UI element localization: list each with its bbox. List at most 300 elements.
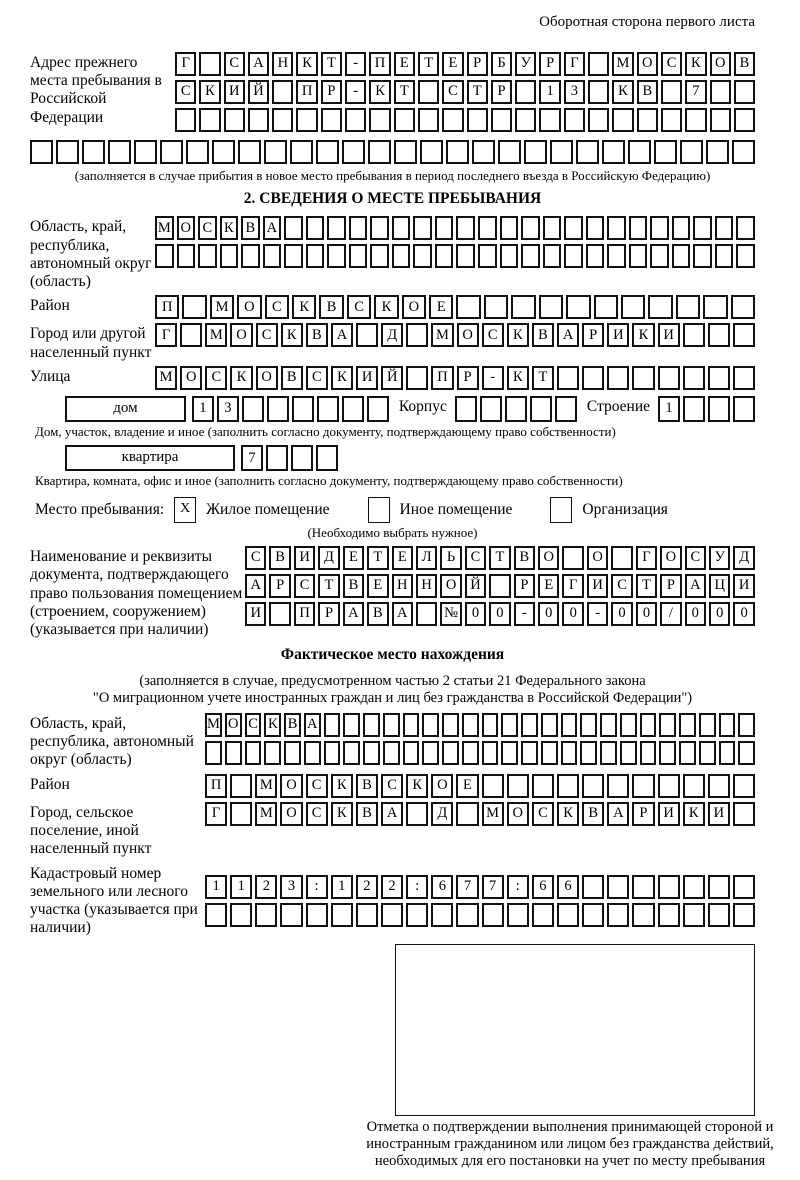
- char-box[interactable]: 3: [217, 396, 239, 422]
- char-box[interactable]: [566, 295, 590, 319]
- char-box[interactable]: [370, 244, 389, 268]
- char-box[interactable]: [472, 140, 495, 164]
- char-box[interactable]: [658, 366, 680, 390]
- char-box[interactable]: [442, 108, 463, 132]
- char-box[interactable]: В: [269, 546, 290, 570]
- char-box[interactable]: К: [612, 80, 633, 104]
- char-box[interactable]: [263, 244, 282, 268]
- char-box[interactable]: [699, 741, 716, 765]
- char-box[interactable]: [431, 903, 453, 927]
- char-box[interactable]: Д: [318, 546, 339, 570]
- char-box[interactable]: И: [607, 323, 629, 347]
- char-box[interactable]: [543, 244, 562, 268]
- char-box[interactable]: [324, 741, 341, 765]
- char-box[interactable]: [327, 244, 346, 268]
- char-box[interactable]: И: [587, 574, 608, 598]
- char-box[interactable]: [306, 903, 328, 927]
- char-box[interactable]: [342, 140, 365, 164]
- char-box[interactable]: [456, 295, 480, 319]
- char-box[interactable]: [238, 140, 261, 164]
- char-box[interactable]: [182, 295, 206, 319]
- char-box[interactable]: [392, 216, 411, 240]
- char-box[interactable]: М: [255, 802, 277, 826]
- char-box[interactable]: О: [507, 802, 529, 826]
- char-box[interactable]: [255, 903, 277, 927]
- char-box[interactable]: [467, 108, 488, 132]
- char-box[interactable]: [367, 396, 389, 422]
- char-box[interactable]: [413, 244, 432, 268]
- char-box[interactable]: И: [658, 323, 680, 347]
- char-box[interactable]: К: [264, 713, 281, 737]
- char-box[interactable]: [654, 140, 677, 164]
- char-box[interactable]: 1: [230, 875, 252, 899]
- char-box[interactable]: [416, 602, 437, 626]
- stay-type-checkbox-organization[interactable]: [550, 497, 572, 523]
- char-box[interactable]: Н: [272, 52, 293, 76]
- char-box[interactable]: [564, 108, 585, 132]
- char-box[interactable]: -: [482, 366, 504, 390]
- char-box[interactable]: У: [709, 546, 730, 570]
- char-box[interactable]: Р: [491, 80, 512, 104]
- char-box[interactable]: 0: [562, 602, 583, 626]
- char-box[interactable]: [532, 903, 554, 927]
- char-box[interactable]: [177, 244, 196, 268]
- char-box[interactable]: К: [507, 323, 529, 347]
- char-box[interactable]: Е: [538, 574, 559, 598]
- char-box[interactable]: [733, 323, 755, 347]
- char-box[interactable]: [733, 774, 755, 798]
- char-box[interactable]: К: [220, 216, 239, 240]
- char-box[interactable]: 6: [431, 875, 453, 899]
- char-box[interactable]: [588, 108, 609, 132]
- char-box[interactable]: [715, 244, 734, 268]
- char-box[interactable]: [632, 875, 654, 899]
- char-box[interactable]: [403, 713, 420, 737]
- char-box[interactable]: П: [296, 80, 317, 104]
- char-box[interactable]: Р: [467, 52, 488, 76]
- char-box[interactable]: О: [237, 295, 261, 319]
- char-box[interactable]: [331, 903, 353, 927]
- char-box[interactable]: [602, 140, 625, 164]
- char-box[interactable]: [220, 244, 239, 268]
- char-box[interactable]: Т: [489, 546, 510, 570]
- char-box[interactable]: [316, 445, 338, 471]
- char-box[interactable]: [530, 396, 552, 422]
- char-box[interactable]: [284, 244, 303, 268]
- char-box[interactable]: [489, 574, 510, 598]
- char-box[interactable]: К: [296, 52, 317, 76]
- char-box[interactable]: С: [294, 574, 315, 598]
- char-box[interactable]: [224, 108, 245, 132]
- char-box[interactable]: [230, 903, 252, 927]
- char-box[interactable]: Р: [514, 574, 535, 598]
- char-box[interactable]: О: [177, 216, 196, 240]
- char-box[interactable]: [292, 396, 314, 422]
- char-box[interactable]: 7: [456, 875, 478, 899]
- char-box[interactable]: [733, 366, 755, 390]
- char-box[interactable]: [738, 741, 755, 765]
- char-box[interactable]: [738, 713, 755, 737]
- char-box[interactable]: [82, 140, 105, 164]
- char-box[interactable]: [418, 80, 439, 104]
- char-box[interactable]: М: [482, 802, 504, 826]
- char-box[interactable]: [607, 903, 629, 927]
- char-box[interactable]: [658, 903, 680, 927]
- char-box[interactable]: [632, 774, 654, 798]
- char-box[interactable]: [733, 875, 755, 899]
- char-box[interactable]: С: [347, 295, 371, 319]
- char-box[interactable]: [383, 741, 400, 765]
- char-box[interactable]: [710, 80, 731, 104]
- char-box[interactable]: О: [431, 774, 453, 798]
- char-box[interactable]: [708, 396, 730, 422]
- char-box[interactable]: №: [440, 602, 461, 626]
- char-box[interactable]: [703, 295, 727, 319]
- char-box[interactable]: -: [345, 52, 366, 76]
- char-box[interactable]: [406, 366, 428, 390]
- char-box[interactable]: Ц: [709, 574, 730, 598]
- char-box[interactable]: [230, 774, 252, 798]
- char-box[interactable]: [693, 216, 712, 240]
- char-box[interactable]: Д: [431, 802, 453, 826]
- char-box[interactable]: [363, 741, 380, 765]
- char-box[interactable]: И: [733, 574, 754, 598]
- char-box[interactable]: И: [294, 546, 315, 570]
- char-box[interactable]: [683, 366, 705, 390]
- char-box[interactable]: В: [367, 602, 388, 626]
- char-box[interactable]: [562, 546, 583, 570]
- char-box[interactable]: К: [331, 366, 353, 390]
- char-box[interactable]: Й: [381, 366, 403, 390]
- char-box[interactable]: [413, 216, 432, 240]
- char-box[interactable]: [280, 903, 302, 927]
- char-box[interactable]: В: [281, 366, 303, 390]
- char-box[interactable]: А: [392, 602, 413, 626]
- char-box[interactable]: П: [205, 774, 227, 798]
- char-box[interactable]: [394, 108, 415, 132]
- char-box[interactable]: [582, 774, 604, 798]
- char-box[interactable]: [555, 396, 577, 422]
- char-box[interactable]: [543, 216, 562, 240]
- char-box[interactable]: К: [683, 802, 705, 826]
- char-box[interactable]: Г: [205, 802, 227, 826]
- char-box[interactable]: [679, 741, 696, 765]
- char-box[interactable]: [264, 741, 281, 765]
- char-box[interactable]: 3: [564, 80, 585, 104]
- char-box[interactable]: [383, 713, 400, 737]
- char-box[interactable]: [482, 713, 499, 737]
- char-box[interactable]: [600, 713, 617, 737]
- char-box[interactable]: [343, 713, 360, 737]
- char-box[interactable]: У: [515, 52, 536, 76]
- char-box[interactable]: [480, 396, 502, 422]
- char-box[interactable]: Д: [733, 546, 754, 570]
- char-box[interactable]: [284, 216, 303, 240]
- char-box[interactable]: [648, 295, 672, 319]
- char-box[interactable]: Р: [269, 574, 290, 598]
- char-box[interactable]: [205, 741, 222, 765]
- char-box[interactable]: [733, 802, 755, 826]
- char-box[interactable]: [392, 244, 411, 268]
- char-box[interactable]: [582, 366, 604, 390]
- char-box[interactable]: О: [538, 546, 559, 570]
- char-box[interactable]: [317, 396, 339, 422]
- char-box[interactable]: [175, 108, 196, 132]
- char-box[interactable]: [422, 741, 439, 765]
- char-box[interactable]: 0: [733, 602, 754, 626]
- char-box[interactable]: 0: [685, 602, 706, 626]
- char-box[interactable]: С: [224, 52, 245, 76]
- char-box[interactable]: 7: [482, 875, 504, 899]
- char-box[interactable]: [586, 216, 605, 240]
- char-box[interactable]: Б: [491, 52, 512, 76]
- char-box[interactable]: А: [248, 52, 269, 76]
- char-box[interactable]: [500, 244, 519, 268]
- char-box[interactable]: [731, 295, 755, 319]
- char-box[interactable]: [241, 244, 260, 268]
- char-box[interactable]: [672, 244, 691, 268]
- char-box[interactable]: [733, 903, 755, 927]
- char-box[interactable]: [708, 875, 730, 899]
- char-box[interactable]: [456, 244, 475, 268]
- char-box[interactable]: 2: [255, 875, 277, 899]
- char-box[interactable]: А: [304, 713, 321, 737]
- char-box[interactable]: П: [431, 366, 453, 390]
- char-box[interactable]: [56, 140, 79, 164]
- char-box[interactable]: [708, 774, 730, 798]
- char-box[interactable]: М: [612, 52, 633, 76]
- char-box[interactable]: [632, 903, 654, 927]
- char-box[interactable]: С: [265, 295, 289, 319]
- char-box[interactable]: Р: [660, 574, 681, 598]
- char-box[interactable]: [245, 741, 262, 765]
- char-box[interactable]: [557, 903, 579, 927]
- char-box[interactable]: 0: [636, 602, 657, 626]
- char-box[interactable]: [621, 295, 645, 319]
- char-box[interactable]: С: [306, 802, 328, 826]
- char-box[interactable]: [482, 774, 504, 798]
- char-box[interactable]: [706, 140, 729, 164]
- char-box[interactable]: К: [632, 323, 654, 347]
- char-box[interactable]: [564, 244, 583, 268]
- char-box[interactable]: [680, 140, 703, 164]
- char-box[interactable]: С: [661, 52, 682, 76]
- char-box[interactable]: [612, 108, 633, 132]
- char-box[interactable]: [242, 396, 264, 422]
- char-box[interactable]: 1: [192, 396, 214, 422]
- char-box[interactable]: [406, 802, 428, 826]
- char-box[interactable]: О: [587, 546, 608, 570]
- char-box[interactable]: Е: [456, 774, 478, 798]
- char-box[interactable]: [632, 366, 654, 390]
- char-box[interactable]: К: [331, 774, 353, 798]
- char-box[interactable]: Р: [582, 323, 604, 347]
- char-box[interactable]: [306, 244, 325, 268]
- char-box[interactable]: -: [587, 602, 608, 626]
- char-box[interactable]: :: [406, 875, 428, 899]
- char-box[interactable]: [693, 244, 712, 268]
- char-box[interactable]: К: [406, 774, 428, 798]
- char-box[interactable]: А: [685, 574, 706, 598]
- char-box[interactable]: [501, 713, 518, 737]
- char-box[interactable]: [620, 741, 637, 765]
- char-box[interactable]: [736, 244, 755, 268]
- char-box[interactable]: [710, 108, 731, 132]
- char-box[interactable]: [557, 774, 579, 798]
- char-box[interactable]: [462, 713, 479, 737]
- char-box[interactable]: В: [319, 295, 343, 319]
- char-box[interactable]: [160, 140, 183, 164]
- char-box[interactable]: [521, 713, 538, 737]
- char-box[interactable]: М: [205, 323, 227, 347]
- char-box[interactable]: Т: [318, 574, 339, 598]
- char-box[interactable]: К: [230, 366, 252, 390]
- char-box[interactable]: [345, 108, 366, 132]
- char-box[interactable]: [586, 244, 605, 268]
- char-box[interactable]: [505, 396, 527, 422]
- char-box[interactable]: О: [256, 366, 278, 390]
- char-box[interactable]: [356, 323, 378, 347]
- char-box[interactable]: [198, 244, 217, 268]
- char-box[interactable]: Л: [416, 546, 437, 570]
- char-box[interactable]: [557, 366, 579, 390]
- char-box[interactable]: Р: [321, 80, 342, 104]
- char-box[interactable]: О: [280, 802, 302, 826]
- char-box[interactable]: 1: [658, 396, 680, 422]
- char-box[interactable]: [462, 741, 479, 765]
- char-box[interactable]: А: [331, 323, 353, 347]
- char-box[interactable]: А: [381, 802, 403, 826]
- char-box[interactable]: [658, 875, 680, 899]
- char-box[interactable]: [532, 774, 554, 798]
- char-box[interactable]: [521, 244, 540, 268]
- char-box[interactable]: [679, 713, 696, 737]
- char-box[interactable]: [180, 323, 202, 347]
- char-box[interactable]: [732, 140, 755, 164]
- char-box[interactable]: [199, 52, 220, 76]
- char-box[interactable]: [248, 108, 269, 132]
- char-box[interactable]: 2: [356, 875, 378, 899]
- char-box[interactable]: [658, 774, 680, 798]
- char-box[interactable]: [521, 216, 540, 240]
- stamp-box[interactable]: [395, 944, 755, 1116]
- char-box[interactable]: [561, 713, 578, 737]
- char-box[interactable]: [580, 741, 597, 765]
- char-box[interactable]: Р: [318, 602, 339, 626]
- char-box[interactable]: К: [374, 295, 398, 319]
- char-box[interactable]: [708, 903, 730, 927]
- char-box[interactable]: [511, 295, 535, 319]
- char-box[interactable]: С: [175, 80, 196, 104]
- char-box[interactable]: [661, 108, 682, 132]
- char-box[interactable]: Т: [418, 52, 439, 76]
- char-box[interactable]: [685, 108, 706, 132]
- char-box[interactable]: М: [210, 295, 234, 319]
- char-box[interactable]: [628, 140, 651, 164]
- char-box[interactable]: -: [345, 80, 366, 104]
- char-box[interactable]: 0: [538, 602, 559, 626]
- char-box[interactable]: [515, 108, 536, 132]
- char-box[interactable]: В: [356, 802, 378, 826]
- char-box[interactable]: [296, 108, 317, 132]
- char-box[interactable]: [199, 108, 220, 132]
- char-box[interactable]: [482, 903, 504, 927]
- char-box[interactable]: С: [245, 546, 266, 570]
- char-box[interactable]: Т: [321, 52, 342, 76]
- char-box[interactable]: О: [230, 323, 252, 347]
- char-box[interactable]: [672, 216, 691, 240]
- char-box[interactable]: [564, 216, 583, 240]
- char-box[interactable]: [607, 216, 626, 240]
- char-box[interactable]: С: [205, 366, 227, 390]
- char-box[interactable]: [478, 216, 497, 240]
- char-box[interactable]: 7: [241, 445, 263, 471]
- char-box[interactable]: 0: [709, 602, 730, 626]
- char-box[interactable]: [205, 903, 227, 927]
- char-box[interactable]: М: [205, 713, 222, 737]
- char-box[interactable]: [733, 396, 755, 422]
- char-box[interactable]: [620, 713, 637, 737]
- char-box[interactable]: [683, 774, 705, 798]
- char-box[interactable]: [267, 396, 289, 422]
- char-box[interactable]: 1: [331, 875, 353, 899]
- char-box[interactable]: С: [685, 546, 706, 570]
- char-box[interactable]: [734, 108, 755, 132]
- char-box[interactable]: [284, 741, 301, 765]
- char-box[interactable]: К: [331, 802, 353, 826]
- char-box[interactable]: [507, 774, 529, 798]
- char-box[interactable]: М: [155, 366, 177, 390]
- char-box[interactable]: А: [557, 323, 579, 347]
- char-box[interactable]: 2: [381, 875, 403, 899]
- char-box[interactable]: Т: [532, 366, 554, 390]
- char-box[interactable]: [478, 244, 497, 268]
- char-box[interactable]: [269, 602, 290, 626]
- char-box[interactable]: [715, 216, 734, 240]
- char-box[interactable]: Р: [539, 52, 560, 76]
- char-box[interactable]: [290, 140, 313, 164]
- char-box[interactable]: Н: [392, 574, 413, 598]
- char-box[interactable]: Г: [155, 323, 177, 347]
- char-box[interactable]: Т: [636, 574, 657, 598]
- char-box[interactable]: 0: [489, 602, 510, 626]
- char-box[interactable]: [264, 140, 287, 164]
- char-box[interactable]: [155, 244, 174, 268]
- char-box[interactable]: [369, 108, 390, 132]
- char-box[interactable]: [212, 140, 235, 164]
- char-box[interactable]: [659, 741, 676, 765]
- char-box[interactable]: П: [294, 602, 315, 626]
- char-box[interactable]: Е: [394, 52, 415, 76]
- char-box[interactable]: [607, 875, 629, 899]
- char-box[interactable]: [607, 366, 629, 390]
- char-box[interactable]: [108, 140, 131, 164]
- char-box[interactable]: [521, 741, 538, 765]
- char-box[interactable]: [381, 903, 403, 927]
- char-box[interactable]: [272, 108, 293, 132]
- char-box[interactable]: [272, 80, 293, 104]
- char-box[interactable]: О: [710, 52, 731, 76]
- char-box[interactable]: [507, 903, 529, 927]
- char-box[interactable]: [482, 741, 499, 765]
- char-box[interactable]: С: [245, 713, 262, 737]
- char-box[interactable]: Ь: [440, 546, 461, 570]
- char-box[interactable]: [683, 875, 705, 899]
- char-box[interactable]: В: [532, 323, 554, 347]
- char-box[interactable]: В: [356, 774, 378, 798]
- char-box[interactable]: [349, 216, 368, 240]
- char-box[interactable]: [640, 713, 657, 737]
